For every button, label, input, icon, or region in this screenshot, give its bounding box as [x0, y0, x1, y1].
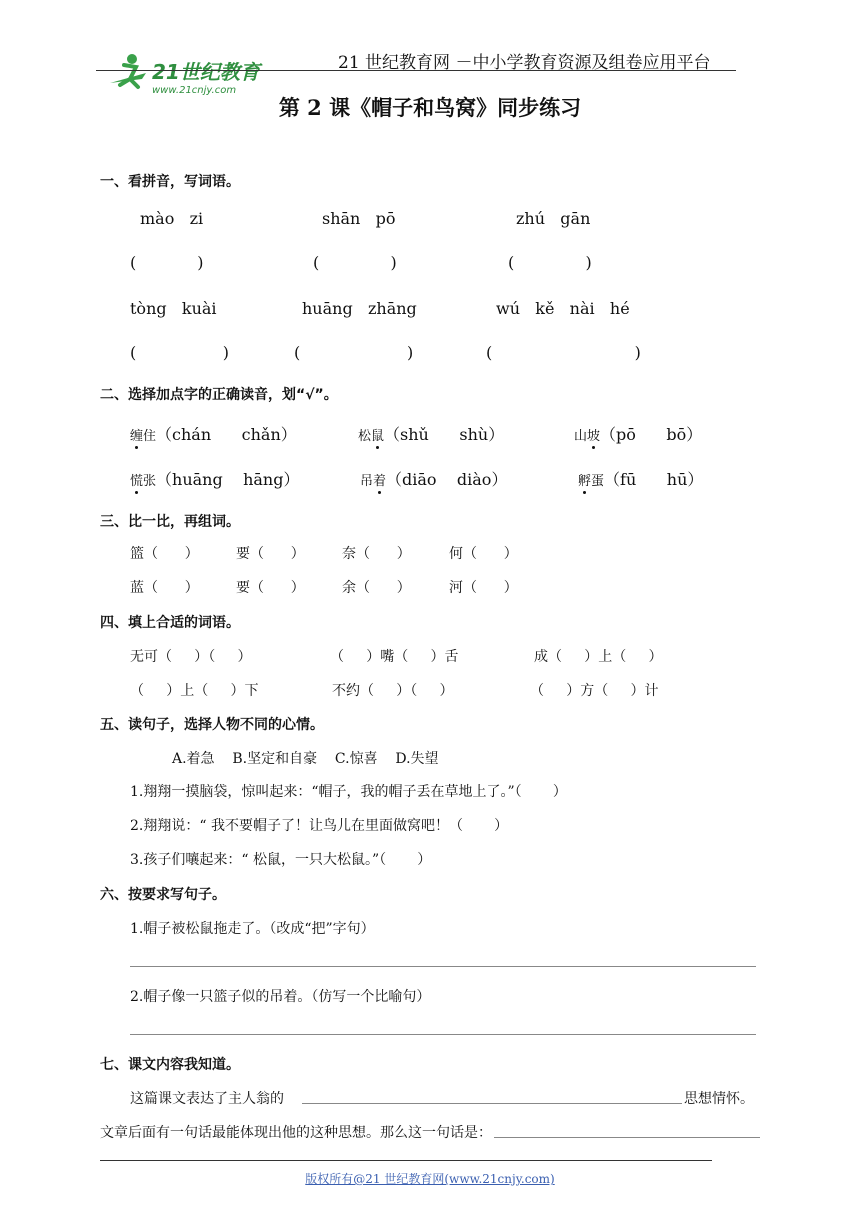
compare-word-blank[interactable]: 要（ ）	[236, 580, 305, 596]
question-2[interactable]: 2.翔翔说：“ 我不要帽子了！让鸟儿在里面做窝吧！（ ）	[130, 818, 509, 834]
word-part: 吊	[360, 474, 374, 489]
compare-word-blank[interactable]: 余（ ）	[342, 580, 411, 596]
compare-word-blank[interactable]: 蓝（ ）	[130, 580, 199, 596]
word-part: 蛋	[591, 474, 605, 489]
answer-blank[interactable]: ( )	[486, 343, 641, 362]
word-part: 山	[574, 429, 588, 444]
compare-word-blank[interactable]: 要（ ）	[236, 546, 305, 562]
pinyin-options: （shǔ shù）	[384, 425, 505, 444]
compare-word-blank[interactable]: 河（ ）	[449, 580, 518, 596]
section-2-heading: 二、选择加点字的正确读音，划“√”。	[100, 387, 338, 403]
pinyin-item: shān pō	[322, 209, 396, 228]
word-part: 张	[143, 474, 157, 489]
reading-choice[interactable]	[130, 422, 297, 445]
compare-word-blank[interactable]: 奈（ ）	[342, 546, 411, 562]
fill-sentence-suffix: 思想情怀。	[684, 1091, 754, 1107]
mood-options: A.着急 B.坚定和自豪 C.惊喜 D.失望	[172, 751, 439, 767]
section-5-heading: 五、读句子，选择人物不同的心情。	[100, 717, 324, 733]
logo-url: www.21cnjy.com	[152, 85, 237, 95]
rewrite-question-2: 2.帽子像一只篮子似的吊着。（仿写一个比喻句）	[130, 989, 431, 1005]
page-title: 第 2 课《帽子和鸟窝》同步练习	[278, 95, 582, 120]
logo-text: 21世纪教育	[152, 60, 261, 84]
answer-line[interactable]	[494, 1137, 760, 1138]
answer-line[interactable]	[130, 966, 756, 967]
section-6-heading: 六、按要求写句子。	[100, 887, 226, 903]
answer-blank[interactable]: ( )	[313, 253, 397, 272]
rewrite-question-1: 1.帽子被松鼠拖走了。（改成“把”字句）	[130, 921, 375, 937]
answer-line[interactable]	[302, 1103, 682, 1104]
pinyin-options: （chán chǎn）	[156, 425, 297, 444]
header-divider	[96, 70, 736, 71]
question-3[interactable]: 3.孩子们嚷起来：“ 松鼠，一只大松鼠。”（ ）	[130, 852, 432, 868]
pinyin-options: （diāo diào）	[386, 470, 508, 489]
reading-choice[interactable]	[360, 467, 507, 490]
fill-sentence-prefix: 这篇课文表达了主人翁的	[130, 1091, 284, 1107]
fill-sentence-2: 文章后面有一句话最能体现出他的这种思想。那么这一句话是：	[100, 1125, 492, 1141]
word-part: 松	[358, 429, 372, 444]
pinyin-options: （fū hū）	[604, 470, 704, 489]
idiom-blank[interactable]: （ ）嘴（ ）舌	[330, 649, 459, 665]
answer-blank[interactable]: ( )	[294, 343, 414, 362]
reading-choice[interactable]	[578, 467, 703, 490]
pinyin-item: wú kě nài hé	[496, 299, 630, 318]
word-part: 住	[143, 429, 157, 444]
answer-blank[interactable]: ( )	[130, 253, 204, 272]
header-site-text: 21 世纪教育网 －中小学教育资源及组卷应用平台	[338, 53, 711, 73]
pinyin-item: huāng zhāng	[302, 299, 417, 318]
answer-line[interactable]	[130, 1034, 756, 1035]
idiom-blank[interactable]: （ ）上（ ）下	[130, 683, 259, 699]
section-4-heading: 四、填上合适的词语。	[100, 615, 240, 631]
section-1-heading: 一、看拼音，写词语。	[100, 174, 240, 190]
idiom-blank[interactable]: （ ）方（ ）计	[530, 683, 659, 699]
question-1[interactable]: 1.翔翔一摸脑袋，惊叫起来：“帽子，我的帽子丢在草地上了。”（ ）	[130, 784, 567, 800]
footer-copyright-link[interactable]: 版权所有@21 世纪教育网(www.21cnjy.com)	[305, 1172, 555, 1186]
dotted-char: 着	[373, 474, 387, 489]
idiom-blank[interactable]: 无可（ ）（ ）	[130, 649, 252, 665]
dotted-char: 缠	[130, 429, 144, 444]
reading-choice[interactable]	[358, 422, 504, 445]
footer-divider	[100, 1160, 712, 1161]
dotted-char: 孵	[578, 474, 592, 489]
pinyin-options: （huāng hāng）	[156, 470, 300, 489]
pinyin-options: （pō bō）	[600, 425, 703, 444]
dotted-char: 坡	[587, 429, 601, 444]
pinyin-item: zhú gān	[516, 209, 591, 228]
idiom-blank[interactable]: 不约（ ）（ ）	[332, 683, 454, 699]
answer-blank[interactable]: ( )	[508, 253, 592, 272]
reading-choice[interactable]	[130, 467, 299, 490]
dotted-char: 慌	[130, 474, 144, 489]
pinyin-item: tòng kuài	[130, 299, 217, 318]
reading-choice[interactable]	[574, 422, 702, 445]
section-3-heading: 三、比一比，再组词。	[100, 514, 240, 530]
compare-word-blank[interactable]: 篮（ ）	[130, 546, 199, 562]
answer-blank[interactable]: ( )	[130, 343, 229, 362]
idiom-blank[interactable]: 成（ ）上（ ）	[534, 649, 663, 665]
section-7-heading: 七、课文内容我知道。	[100, 1057, 240, 1073]
pinyin-item: mào zi	[140, 209, 204, 228]
dotted-char: 鼠	[371, 429, 385, 444]
compare-word-blank[interactable]: 何（ ）	[449, 546, 518, 562]
